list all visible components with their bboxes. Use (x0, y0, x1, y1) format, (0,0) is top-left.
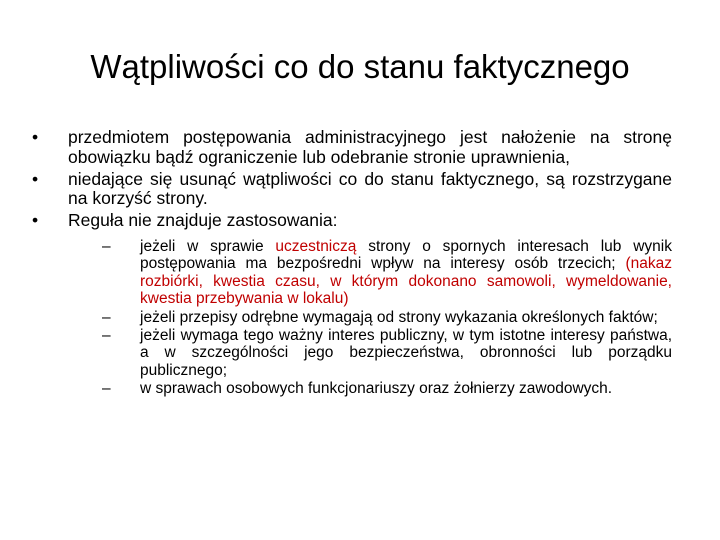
sub-bullet-item (102, 327, 672, 379)
dash-icon: – (102, 380, 111, 398)
sub-bullet-text-middle: strony o spornych interesach lub wynik postępowania ma bezpośredni wpływ na interesy osób trzecich; (140, 237, 672, 273)
sub-bullet-text: jeżeli wymaga tego ważny interes publiczny, w tym istotne interesy państwa, a w szczególności jego bezpieczeństwa, obronności lub porządku publicznego; (140, 327, 672, 379)
highlighted-word: uczestniczą (275, 237, 357, 255)
bullet-icon: • (32, 127, 39, 147)
slide-title: Wątpliwości co do stanu faktycznego (90, 48, 630, 85)
dash-icon: – (102, 237, 111, 255)
sub-bullet-text: w sprawach osobowych funkcjonariuszy oraz żołnierzy zawodowych. (140, 380, 613, 398)
bullet-text: niedające się usunąć wątpliwości co do stanu faktycznego, są rozstrzygane na korzyść strony. (68, 168, 672, 209)
sub-bullet-item (102, 238, 672, 308)
bullet-list (30, 128, 672, 400)
sub-bullet-list (102, 238, 672, 398)
dash-icon: – (102, 327, 111, 345)
sub-bullet-item (102, 380, 672, 397)
bullet-item (30, 128, 672, 168)
sub-bullet-text-start: jeżeli w sprawie (140, 237, 276, 255)
bullet-text: przedmiotem postępowania administracyjnego jest nałożenie na stronę obowiązku bądź ograniczenie lub odebranie stronie uprawnienia, (68, 127, 672, 167)
bullet-item (30, 170, 672, 210)
bullet-item (30, 211, 672, 397)
sub-bullet-item (102, 309, 672, 326)
dash-icon: – (102, 308, 111, 326)
bullet-icon: • (32, 168, 39, 189)
highlighted-examples: (nakaz rozbiórki, kwestia czasu, w którym dokonano samowoli, wymeldowanie, kwestia przebywania w lokalu) (140, 255, 672, 308)
sub-bullet-text: jeżeli przepisy odrębne wymagają od strony wykazania określonych faktów; (140, 308, 658, 326)
bullet-text: Reguła nie znajduje zastosowania: (68, 210, 338, 231)
bullet-icon: • (32, 210, 39, 231)
